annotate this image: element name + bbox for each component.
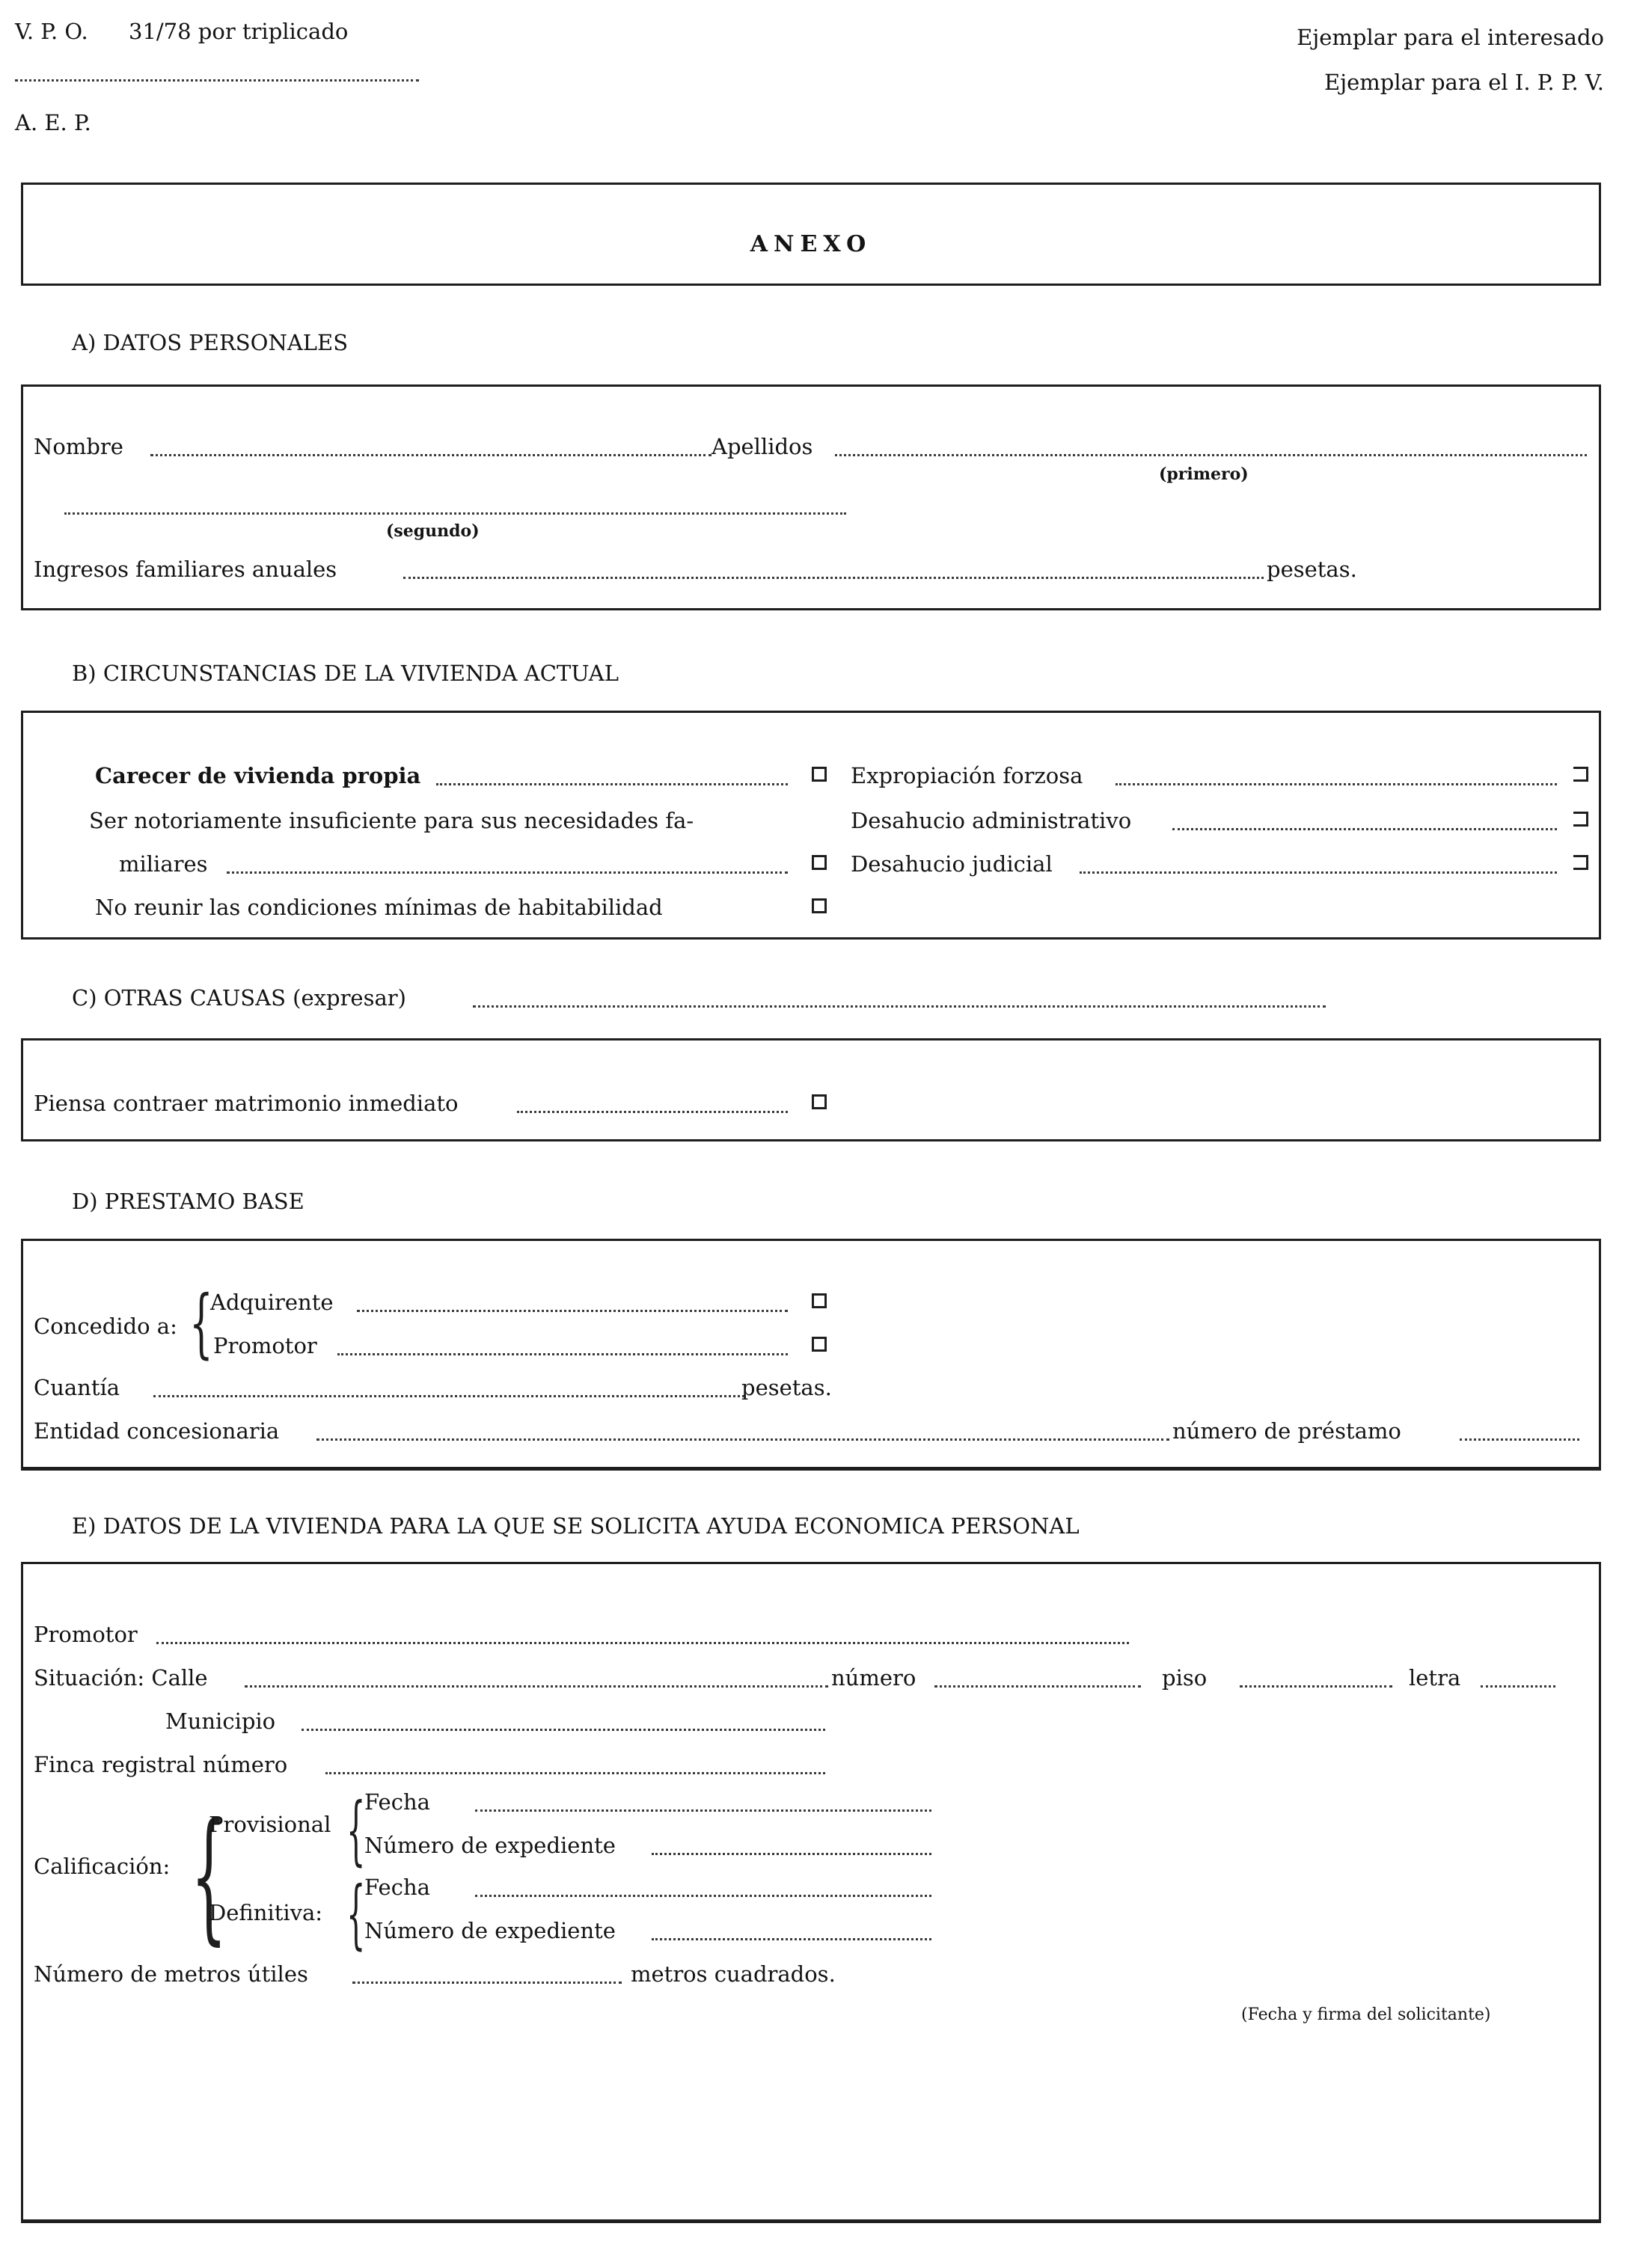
def-expediente-label: Número de expediente	[364, 1918, 616, 1943]
miliares-label: miliares	[119, 851, 208, 877]
section-b-title: B) CIRCUNSTANCIAS DE LA VIVIENDA ACTUAL	[72, 661, 619, 686]
promotor-dots	[337, 1353, 788, 1355]
definitiva-brace: {	[346, 1870, 366, 1958]
metros-field[interactable]	[352, 1982, 622, 1984]
adquirente-dots	[357, 1310, 788, 1312]
vpo-label: V. P. O.	[15, 19, 88, 44]
habitabilidad-checkbox[interactable]	[812, 898, 827, 913]
promotor-checkbox[interactable]	[812, 1337, 827, 1352]
situacion-label: Situación: Calle	[34, 1665, 208, 1691]
aep-label: A. E. P.	[15, 110, 91, 135]
numero-field[interactable]	[934, 1685, 1141, 1688]
calificacion-label: Calificación:	[34, 1854, 171, 1879]
apellido-segundo-field[interactable]	[64, 512, 846, 515]
concedido-label: Concedido a:	[34, 1314, 177, 1339]
desahucio-admin-checkbox[interactable]	[1573, 812, 1588, 827]
segundo-caption: (segundo)	[386, 521, 480, 541]
expropiacion-label: Expropiación forzosa	[851, 763, 1083, 788]
section-d-box	[21, 1239, 1601, 1471]
habitabilidad-label: No reunir las condiciones mínimas de habitabilidad	[95, 895, 663, 920]
section-c-title: C) OTRAS CAUSAS (expresar)	[72, 985, 406, 1011]
copy-ippv: Ejemplar para el I. P. P. V.	[1323, 70, 1604, 95]
insuficiente-label: Ser notoriamente insuficiente para sus necesidades fa-	[89, 808, 694, 833]
prov-fecha-field[interactable]	[475, 1809, 931, 1812]
insuficiente-checkbox[interactable]	[812, 855, 827, 870]
anexo-title: ANEXO	[750, 231, 872, 257]
desahucio-judicial-dots	[1080, 871, 1557, 874]
promotor-e-field[interactable]	[156, 1642, 1129, 1644]
section-b-box	[21, 711, 1601, 940]
section-a-title: A) DATOS PERSONALES	[72, 330, 349, 355]
ingresos-pesetas: pesetas.	[1267, 557, 1357, 582]
letra-field[interactable]	[1481, 1685, 1555, 1688]
numero-prestamo-label: número de préstamo	[1172, 1418, 1401, 1444]
desahucio-admin-dots	[1172, 828, 1557, 830]
carecer-checkbox[interactable]	[812, 767, 827, 782]
desahucio-admin-label: Desahucio administrativo	[851, 808, 1132, 833]
section-c-box	[21, 1038, 1601, 1141]
carecer-label: Carecer de vivienda propia	[95, 763, 421, 788]
calificacion-brace: {	[191, 1793, 227, 1958]
matrimonio-dots	[517, 1111, 788, 1113]
municipio-label: Municipio	[165, 1708, 276, 1734]
reference-label: 31/78 por triplicado	[129, 19, 349, 44]
promotor-e-label: Promotor	[34, 1622, 138, 1647]
nombre-label: Nombre	[34, 434, 123, 459]
numero-label: número	[831, 1665, 916, 1691]
section-a-box	[21, 384, 1601, 610]
finca-field[interactable]	[325, 1772, 825, 1774]
nombre-field[interactable]	[150, 454, 711, 456]
definitiva-label: Definitiva:	[209, 1900, 323, 1925]
section-d-title: D) PRESTAMO BASE	[72, 1189, 305, 1214]
apellido-primero-field[interactable]	[835, 454, 1587, 456]
cuantia-pesetas: pesetas.	[741, 1375, 832, 1400]
metros-unit: metros cuadrados.	[631, 1961, 836, 1987]
prov-expediente-label: Número de expediente	[364, 1833, 616, 1858]
adquirente-checkbox[interactable]	[812, 1293, 827, 1308]
matrimonio-checkbox[interactable]	[812, 1094, 827, 1109]
header-dotted-line	[15, 79, 419, 82]
entidad-field[interactable]	[316, 1438, 1169, 1441]
def-fecha-label: Fecha	[364, 1875, 430, 1900]
calle-field[interactable]	[245, 1685, 828, 1688]
concedido-brace: {	[189, 1279, 213, 1367]
miliares-dots	[227, 871, 788, 874]
def-expediente-field[interactable]	[652, 1938, 931, 1940]
firma-caption: (Fecha y firma del solicitante)	[1241, 2005, 1491, 2024]
provisional-brace: {	[346, 1786, 366, 1874]
expropiacion-checkbox[interactable]	[1573, 767, 1588, 782]
desahucio-judicial-label: Desahucio judicial	[851, 851, 1053, 877]
promotor-label: Promotor	[213, 1333, 317, 1358]
primero-caption: (primero)	[1159, 465, 1249, 484]
otras-causas-field[interactable]	[473, 1005, 1326, 1008]
cuantia-label: Cuantía	[34, 1375, 120, 1400]
adquirente-label: Adquirente	[210, 1290, 334, 1315]
finca-label: Finca registral número	[34, 1752, 288, 1777]
section-e-title: E) DATOS DE LA VIVIENDA PARA LA QUE SE SOLICITA AYUDA ECONOMICA PERSONAL	[72, 1513, 1080, 1539]
prov-expediente-field[interactable]	[652, 1853, 931, 1855]
provisional-label: Provisional	[209, 1812, 331, 1837]
metros-label: Número de metros útiles	[34, 1961, 308, 1987]
piso-label: piso	[1162, 1665, 1208, 1691]
ingresos-field[interactable]	[403, 577, 1264, 579]
entidad-label: Entidad concesionaria	[34, 1418, 280, 1444]
carecer-dots	[436, 783, 788, 785]
numero-prestamo-field[interactable]	[1460, 1438, 1579, 1441]
municipio-field[interactable]	[302, 1729, 825, 1731]
apellidos-label: Apellidos	[711, 434, 813, 459]
letra-label: letra	[1409, 1665, 1461, 1691]
cuantia-field[interactable]	[153, 1395, 744, 1397]
expropiacion-dots	[1116, 783, 1557, 785]
def-fecha-field[interactable]	[475, 1895, 931, 1897]
copy-interesado: Ejemplar para el interesado	[1297, 25, 1604, 50]
anexo-box	[21, 183, 1601, 286]
matrimonio-label: Piensa contraer matrimonio inmediato	[34, 1091, 459, 1116]
section-e-box	[21, 1562, 1601, 2223]
ingresos-label: Ingresos familiares anuales	[34, 557, 337, 582]
prov-fecha-label: Fecha	[364, 1789, 430, 1815]
piso-field[interactable]	[1240, 1685, 1392, 1688]
desahucio-judicial-checkbox[interactable]	[1573, 855, 1588, 870]
